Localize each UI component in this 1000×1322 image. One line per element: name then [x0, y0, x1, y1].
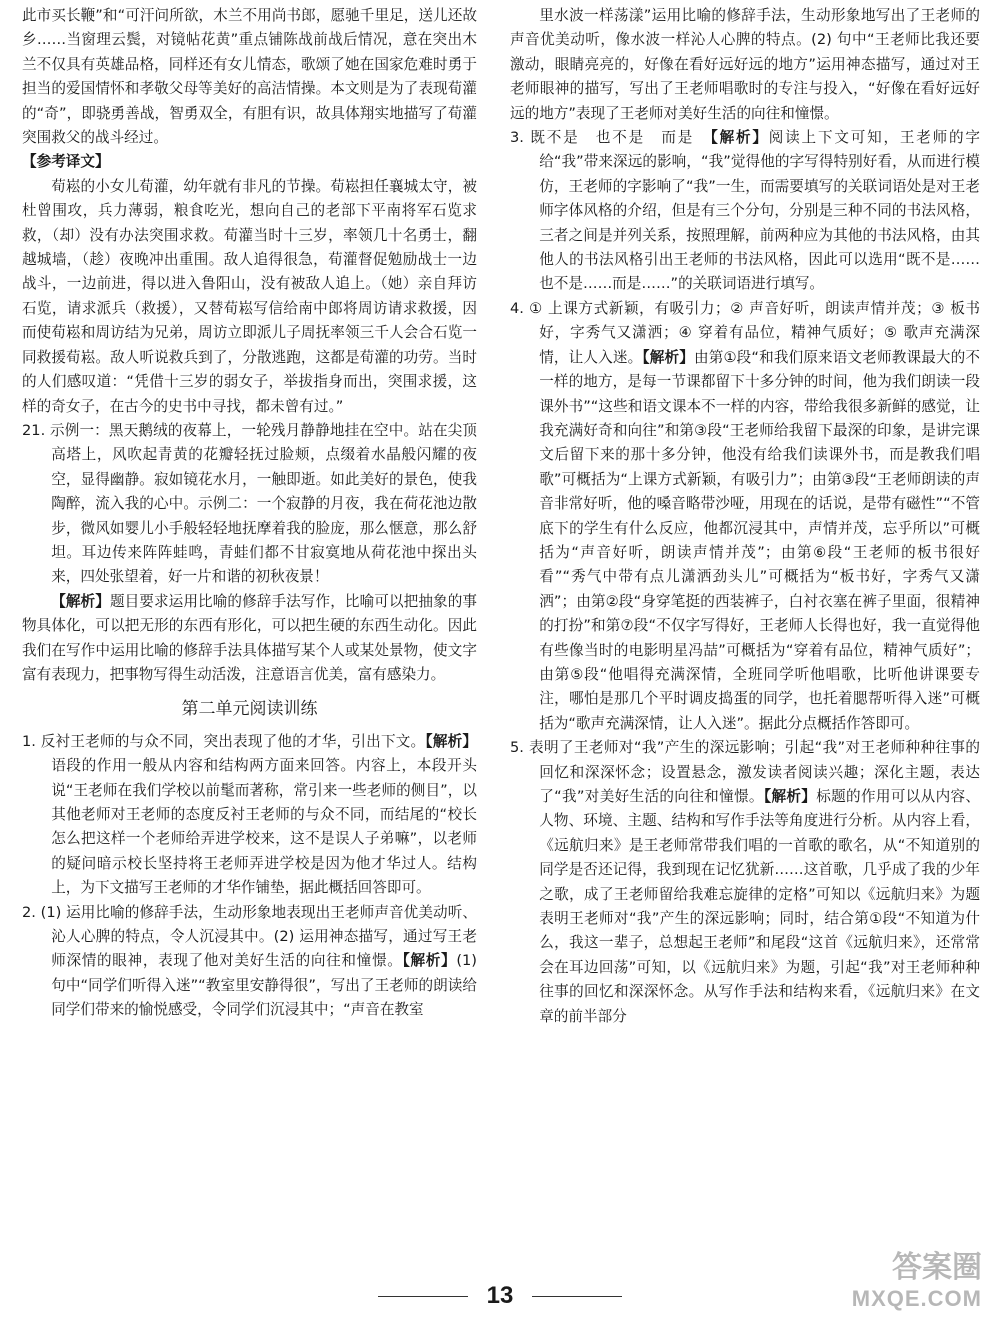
analysis-tag: 【解析】 [763, 788, 817, 805]
section-heading: 第二单元阅读训练 [181, 699, 318, 720]
left-column [22, 4, 477, 1023]
question-2 [22, 901, 477, 1023]
question-2-continued: 里水波一样荡漾”运用比喻的修辞手法，生动形象地写出了王老师的声音优美动听，像水波一样沁人心脾的特点。(2) 句中“王老师比我还要激动，眼睛亮亮的，好像在看好远好远的地方”运用神态描写，通过对王老师眼神的描写，写出了王老师唱歌时的专注与投入，“好像在看好远好远的地方”表现了王老师对美好生活的向往和憧憬。 [510, 7, 980, 122]
question-3 [510, 126, 980, 297]
analysis-tag: 【解析】 [642, 348, 694, 366]
intro-paragraph: 此市买长鞭”和“可汗问所欲，木兰不用尚书郎，愿驰千里足，送儿还故乡……当窗理云鬓，对镜帖花黄”重点铺陈战前战后情况，意在突出木兰不仅具有英雄品格，同样还有女儿情态，歌颂了她在国家危难时勇于担当的爱国情怀和孝敬父母等美好的高洁情操。本文则是为了表现荀灌的“奇”，即骁勇善战，智勇双全，有胆有识，故具体翔实地描写了荀灌突围救父的战斗经过。 [22, 7, 477, 147]
right-column [510, 4, 980, 1029]
page-footer [0, 1282, 1000, 1310]
analysis-text: 标题的作用可以从内容、人物、环境、主题、结构和写作手法等角度进行分析。从内容上看，《远航归来》是王老师常带我们唱的一首歌的歌名，从“不知道别的同学是否还记得，我到现在记忆犹新……这首歌，几乎成了我的少年之歌，成了王老师留给我难忘旋律的定格”可知以《远航归来》为题表明王老师对“我”产生的深远影响；同时，结合第①段“不知道为什么，我这一辈子，总想起王老师”和尾段“这首《远航归来》，还常常会在耳边回荡”可知，以《远航归来》为题，引起“我”对王老师种种往事的回忆和深深怀念。从写作手法和结构来看，《远航归来》在文章的前半部分 [539, 788, 981, 1025]
question-1 [22, 730, 477, 901]
answer-text: 2. (1) 运用比喻的修辞手法，生动形象地表现出王老师声音优美动听、沁人心脾的特点，令人沉浸其中。(2) 运用神态描写，通过写王老师深情的眼神，表现了他对美好生活的向往和憧憬。 [22, 903, 477, 970]
answer-text: 3. 既不是 也不是 而是 [510, 129, 695, 147]
analysis-tag: 【解析】 [425, 732, 477, 750]
analysis-text: 题目要求运用比喻的修辞手法写作，比喻可以把抽象的事物具体化，可以把无形的东西有形化，可以把生硬的东西生动化。因此我们在写作中运用比喻的修辞手法具体描写某个人或某处景物，使文字富有表现力，把事物写得生动活泼，注意语言优美，富有感染力。 [22, 592, 477, 683]
page-number: 13 [486, 1282, 514, 1309]
answer-text: 4. ① 上课方式新颖，有吸引力；② 声音好听，朗读声情并茂；③ 板书好，字秀气又潇洒；④ 穿着有品位，精神气质好；⑤ 歌声充满深情，让人入迷。 [510, 299, 980, 366]
watermark-logo-text: 答案圈 [892, 1250, 982, 1285]
analysis-text: 语段的作用一般从内容和结构两方面来回答。内容上，本段开头说“王老师在我们学校以前髦而著称，常引来一些老师的侧目”，以其他老师对王老师的态度反衬王老师的与众不同，而结尾的“校长怎么把这样一个老师给弄进学校来，这不是误人子弟嘛”，以老师的疑问暗示校长坚持将王老师弄进学校是因为他才华过人。结构上，为下文描写王老师的才华作铺垫，据此概括回答即可。 [51, 757, 477, 897]
watermark-url: MXQE.COM [851, 1286, 982, 1311]
question-21-analysis [22, 590, 477, 688]
reference-translation-tag: 【参考译文】 [22, 153, 110, 171]
question-4 [510, 297, 980, 736]
footer-rule-left [378, 1296, 468, 1297]
question-21: 21. 示例一：黑天鹅绒的夜幕上，一轮残月静静地挂在空中。站在尖顶高塔上，风吹起青黄的花瓣轻抚过脸颊，点缀着水晶般闪耀的夜空，显得幽静。寂如镜花水月，一触即逝。如此美好的景色，使我陶醉，流入我的心中。示例二：一个寂静的月夜，我在荷花池边散步，微风如婴儿小手般轻轻地抚摩着我的脸庞，那么惬意，那么舒坦。耳边传来阵阵蛙鸣，青蛙们都不甘寂寞地从荷花池中探出头来，四处张望着，好一片和谐的初秋夜景！ [22, 421, 477, 586]
answer-text: 5. 表明了王老师对“我”产生的深远影响；引起“我”对王老师种种往事的回忆和深深怀念；设置悬念，激发读者阅读兴趣；深化主题，表达了“我”对美好生活的向往和憧憬。 [510, 739, 980, 805]
translation-paragraph: 荀崧的小女儿荀灌，幼年就有非凡的节操。荀崧担任襄城太守，被杜曾围攻，兵力薄弱，粮食吃光，想向自己的老部下平南将军石览求救，（却）没有办法突围求救。荀灌当时十三岁，率领几十名勇士，翻越城墙，（趁）夜晚冲出重围。敌人追得很急，荀灌督促勉励战士一边战斗，一边前进，得以进入鲁阳山，没有被敌人追上。（她）亲自拜访石览，请求派兵（救援），又替荀崧写信给南中郎将周访请求救援，因而使荀崧和周访结为兄弟，周访立即派儿子周抚率领三千人会合石览一同救援荀崧。敌人听说救兵到了，分散逃跑，这都是荀灌的功劳。当时的人们感叹道：“凭借十三岁的弱女子，举拔指身而出，突围求援，这样的奇女子，在古今的史书中寻找，都未曾有过。” [22, 177, 477, 415]
footer-rule-right [532, 1296, 622, 1297]
analysis-tag: 【解析】 [402, 952, 457, 970]
question-5 [510, 736, 980, 1029]
answer-text: 1. 反衬王老师的与众不同，突出表现了他的才华，引出下文。 [22, 732, 426, 750]
analysis-tag: 【解析】 [51, 592, 110, 610]
analysis-tag: 【解析】 [710, 129, 769, 147]
analysis-text: 阅读上下文可知，王老师的字给“我”带来深远的影响，“我”觉得他的字写得特别好看，从而进行模仿，王老师的字影响了“我”一生，而需要填写的关联词语处是对王老师字体风格的介绍，但是有三个分句，分别是三种不同的书法风格，三者之间是并列关系，按照理解，前两种应为其他的书法风格，由其他人的书法风格引出王老师的书法风格，因此可以选用“既不是……也不是……而是……”的关联词语进行填写。 [539, 129, 980, 293]
analysis-text: 由第①段“和我们原来语文老师教课最大的不一样的地方，是每一节课都留下十多分钟的时间，他为我们朗读一段课外书”“这些和语文课本不一样的内容，带给我很多新鲜的感觉，让我充满好奇和向往”和第③段“王老师给我留下最深的印象，是讲完课文后留下来的那十多分钟，他没有给我们读课外书，而是教我们唱歌”可概括为“上课方式新颖，有吸引力”；由第③段“王老师朗读的声音非常好听，他的嗓音略带沙哑，用现在的话说，是带有磁性”“不管底下的学生有什么反应，他都沉浸其中，声情并茂，忘乎所以”可概括为“声音好听，朗读声情并茂”；由第⑥段“王老师的板书很好看”“秀气中带有点儿潇洒劲头儿”可概括为“板书好，字秀气又潇洒”；由第②段“身穿笔挺的西装裤子，白衬衣塞在裤子里面，很精神的打扮”和第⑦段“不仅字写得好，王老师人长得也好，我一直觉得他有些像当时的电影明星冯喆”可概括为“穿着有品位，精神气质好”；由第⑤段“他唱得充满深情，全班同学听他唱歌，比听他讲课要专注，哪怕是那几个平时调皮捣蛋的同学，也托着腮帮听得入迷”可概括为“歌声充满深情，让人入迷”。据此分点概括作答即可。 [539, 348, 980, 732]
analysis-text: (1) 句中“同学们听得入迷”“教室里安静得很”，写出了王老师的朗读给同学们带来的愉悦感受，令同学们沉浸其中；“声音在教室 [51, 952, 477, 1019]
site-watermark [852, 1242, 982, 1312]
